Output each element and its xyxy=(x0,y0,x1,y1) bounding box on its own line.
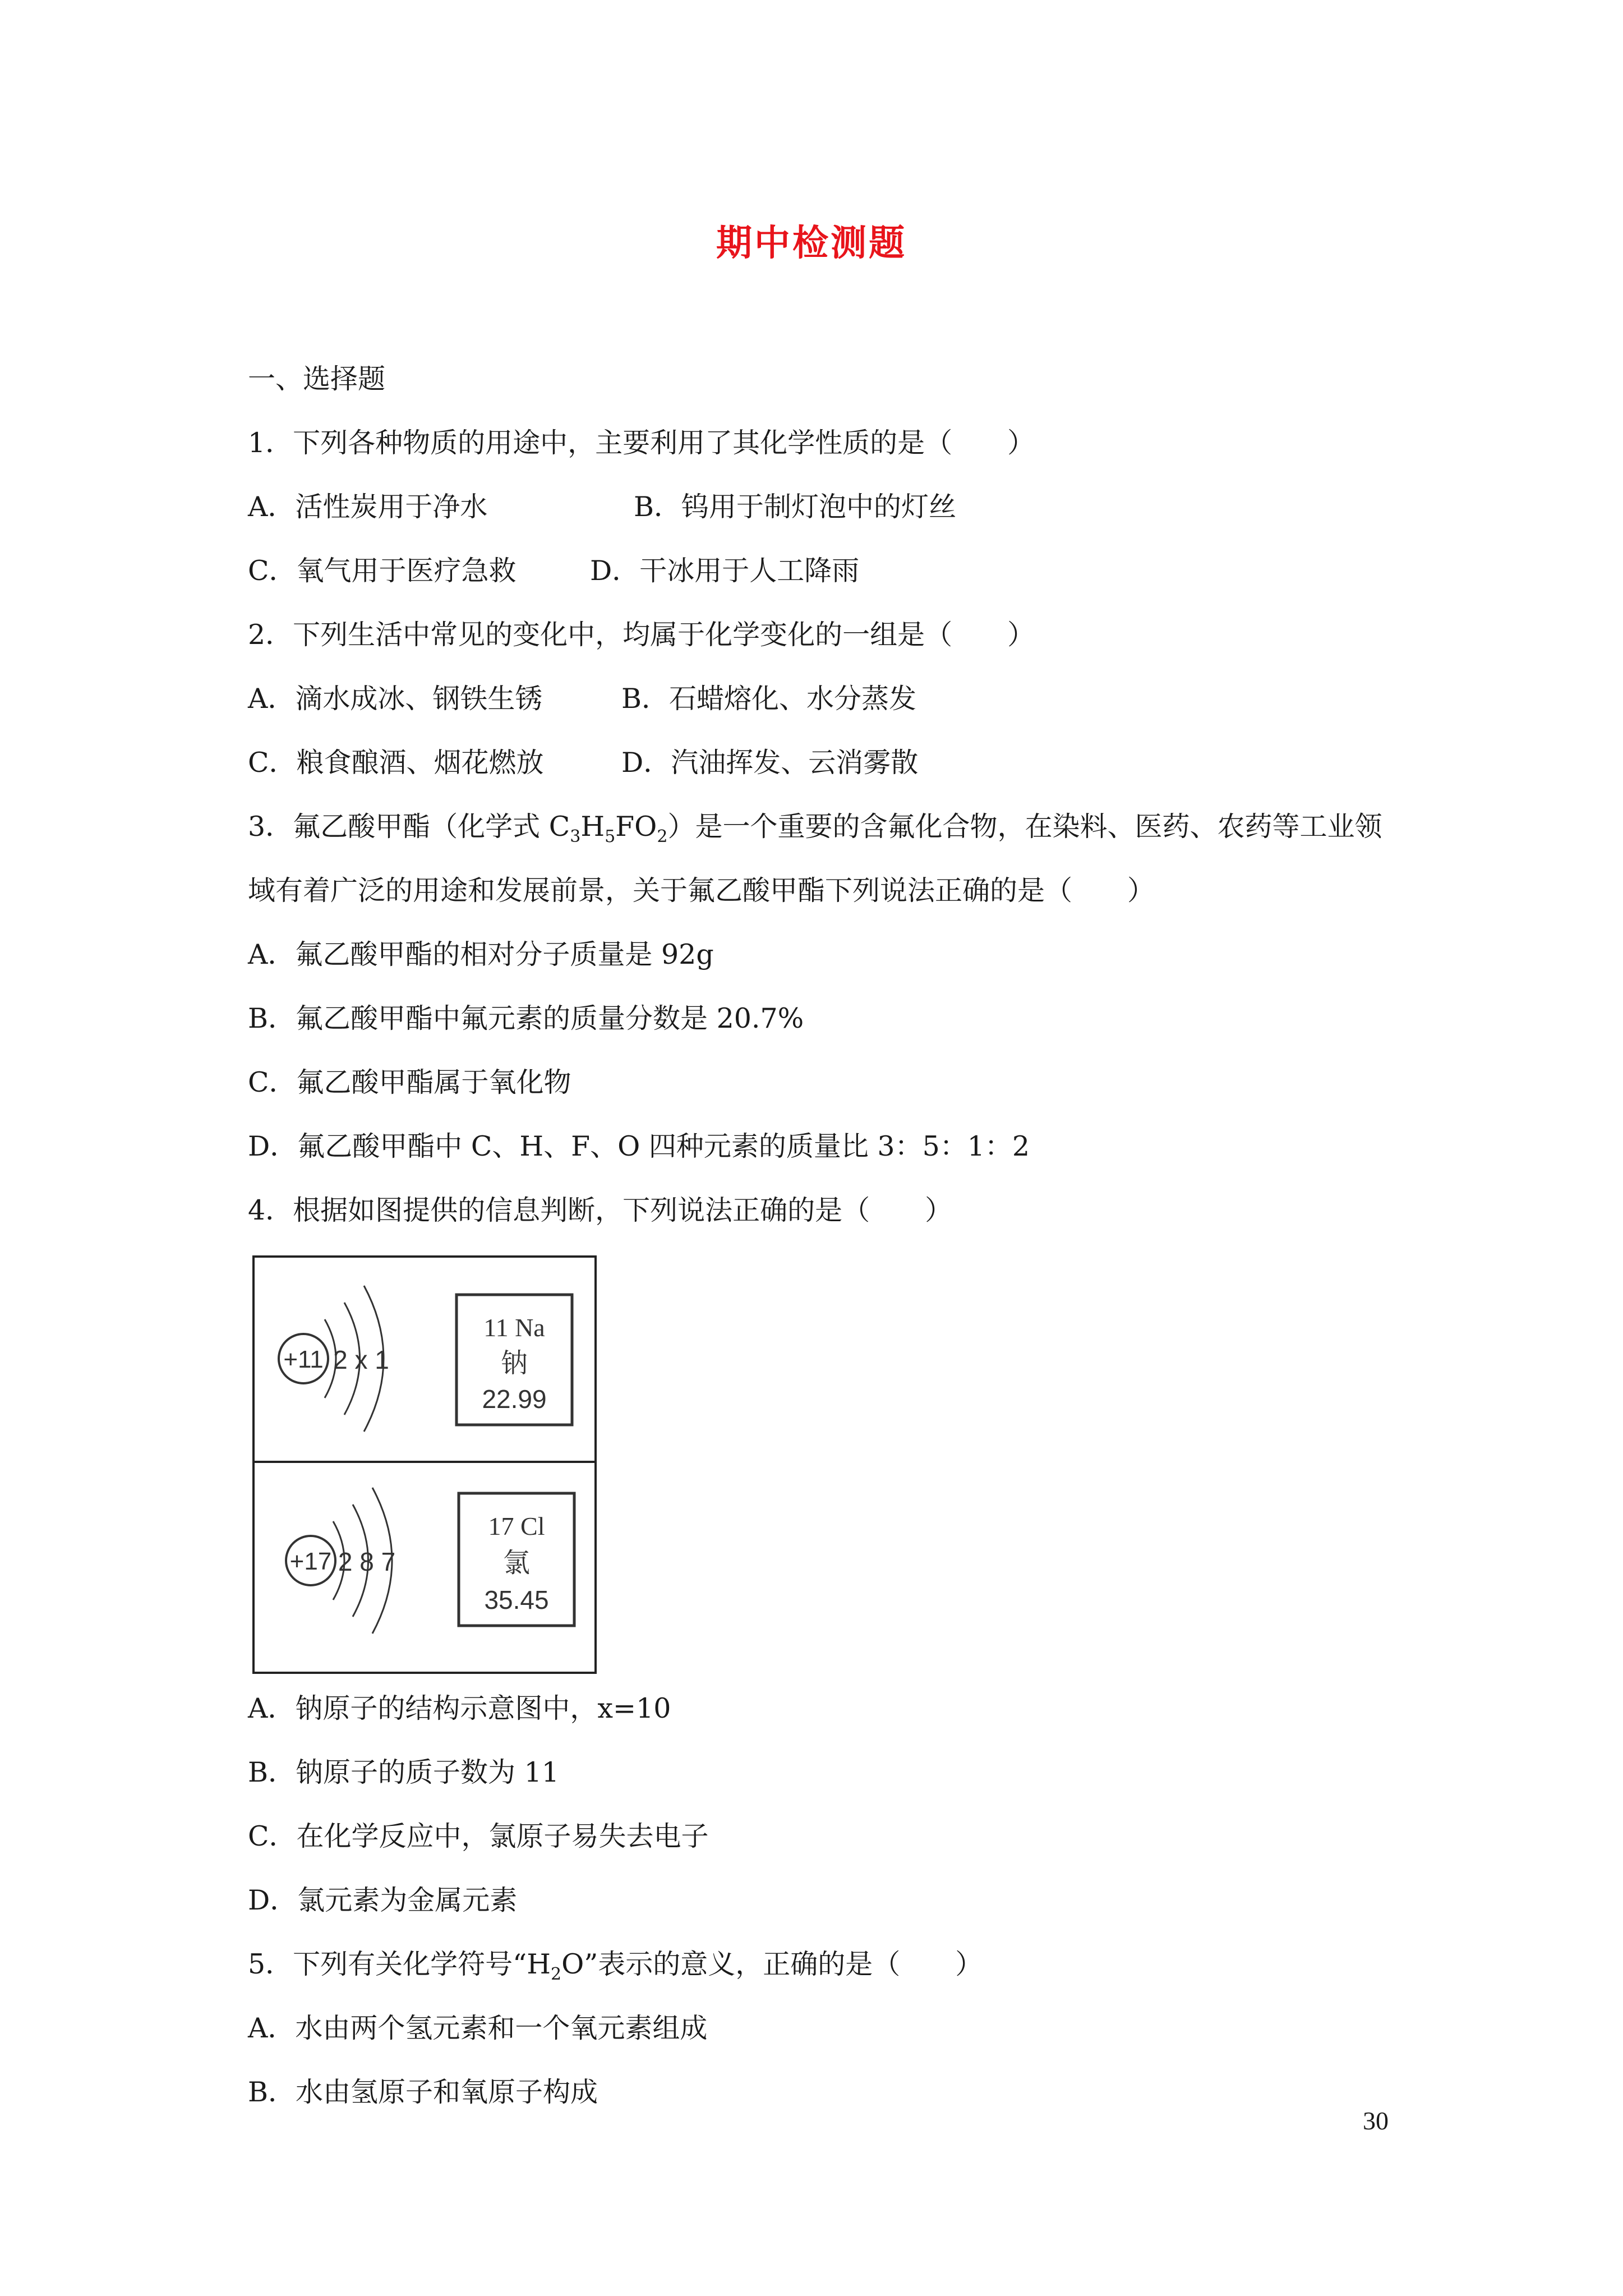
page-title: 期中检测题 xyxy=(716,223,907,264)
q4-option-a: A．钠原子的结构示意图中，x=10 xyxy=(248,1692,671,1724)
q4-option-c: C．在化学反应中，氯原子易失去电子 xyxy=(248,1820,709,1852)
chlorine-card-mass: 35.45 xyxy=(484,1585,549,1614)
q2-option-b: B．石蜡熔化、水分蒸发 xyxy=(621,683,917,715)
q3-option-c: C．氟乙酸甲酯属于氧化物 xyxy=(248,1066,571,1098)
q4-option-d: D．氯元素为金属元素 xyxy=(248,1884,518,1916)
sodium-card-symbol: 11 Na xyxy=(483,1313,545,1342)
q3-stem-line1: 3．氟乙酸甲酯（化学式 $C_3H_5FO_2$）是一个重要的含氟化合物，在染料、医药、农药等工业领 xyxy=(248,811,1382,846)
q5-option-b: B．水由氢原子和氧原子构成 xyxy=(248,2076,598,2108)
sodium-nucleus-label: +11 xyxy=(283,1346,324,1373)
q1-option-a: A．活性炭用于净水 xyxy=(248,491,488,523)
atom-structure-figure xyxy=(252,1255,597,1674)
chlorine-card-name: 氯 xyxy=(502,1547,531,1579)
chlorine-atom-diagram xyxy=(286,1488,574,1634)
q5-stem: 5．下列有关化学符号“$H_2O$”表示的意义，正确的是（ ） xyxy=(248,1948,983,1984)
sodium-atom-diagram xyxy=(279,1286,572,1432)
q2-stem: 2．下列生活中常见的变化中，均属于化学变化的一组是（ ） xyxy=(248,619,1035,651)
q2-option-a: A．滴水成冰、钢铁生锈 xyxy=(248,683,543,715)
q3-option-b: B．氟乙酸甲酯中氟元素的质量分数是 20.7% xyxy=(248,1002,804,1034)
chlorine-nucleus-label: +17 xyxy=(289,1548,332,1575)
q3-stem-line2: 域有着广泛的用途和发展前景，关于氟乙酸甲酯下列说法正确的是（ ） xyxy=(248,875,1155,907)
page-number: 30 xyxy=(1363,2106,1389,2135)
q1-option-b: B．钨用于制灯泡中的灯丝 xyxy=(634,491,957,523)
q2-option-d: D．汽油挥发、云消雾散 xyxy=(621,747,919,779)
section-heading: 一、选择题 xyxy=(248,363,386,395)
atom-diagrams xyxy=(255,1258,594,1672)
sodium-electron-config: 2 x 1 xyxy=(333,1345,389,1374)
chlorine-electron-config: 2 8 7 xyxy=(338,1547,396,1576)
q3-option-a: A．氟乙酸甲酯的相对分子质量是 92g xyxy=(248,938,714,970)
q1-stem: 1．下列各种物质的用途中，主要利用了其化学性质的是（ ） xyxy=(248,427,1035,459)
q3-option-d: D．氟乙酸甲酯中 C、H、F、O 四种元素的质量比 3：5：1：2 xyxy=(248,1130,1030,1162)
q4-stem: 4．根据如图提供的信息判断，下列说法正确的是（ ） xyxy=(248,1194,953,1226)
q1-option-c: C．氧气用于医疗急救 xyxy=(248,555,517,587)
sodium-card-mass: 22.99 xyxy=(482,1384,547,1414)
q1-option-d: D．干冰用于人工降雨 xyxy=(590,555,860,587)
sodium-card-name: 钠 xyxy=(500,1347,528,1379)
q4-option-b: B．钠原子的质子数为 11 xyxy=(248,1756,559,1788)
q2-option-c: C．粮食酿酒、烟花燃放 xyxy=(248,747,544,779)
chlorine-card-symbol: 17 Cl xyxy=(488,1512,545,1540)
q5-option-a: A．水由两个氢元素和一个氧元素组成 xyxy=(248,2012,708,2044)
